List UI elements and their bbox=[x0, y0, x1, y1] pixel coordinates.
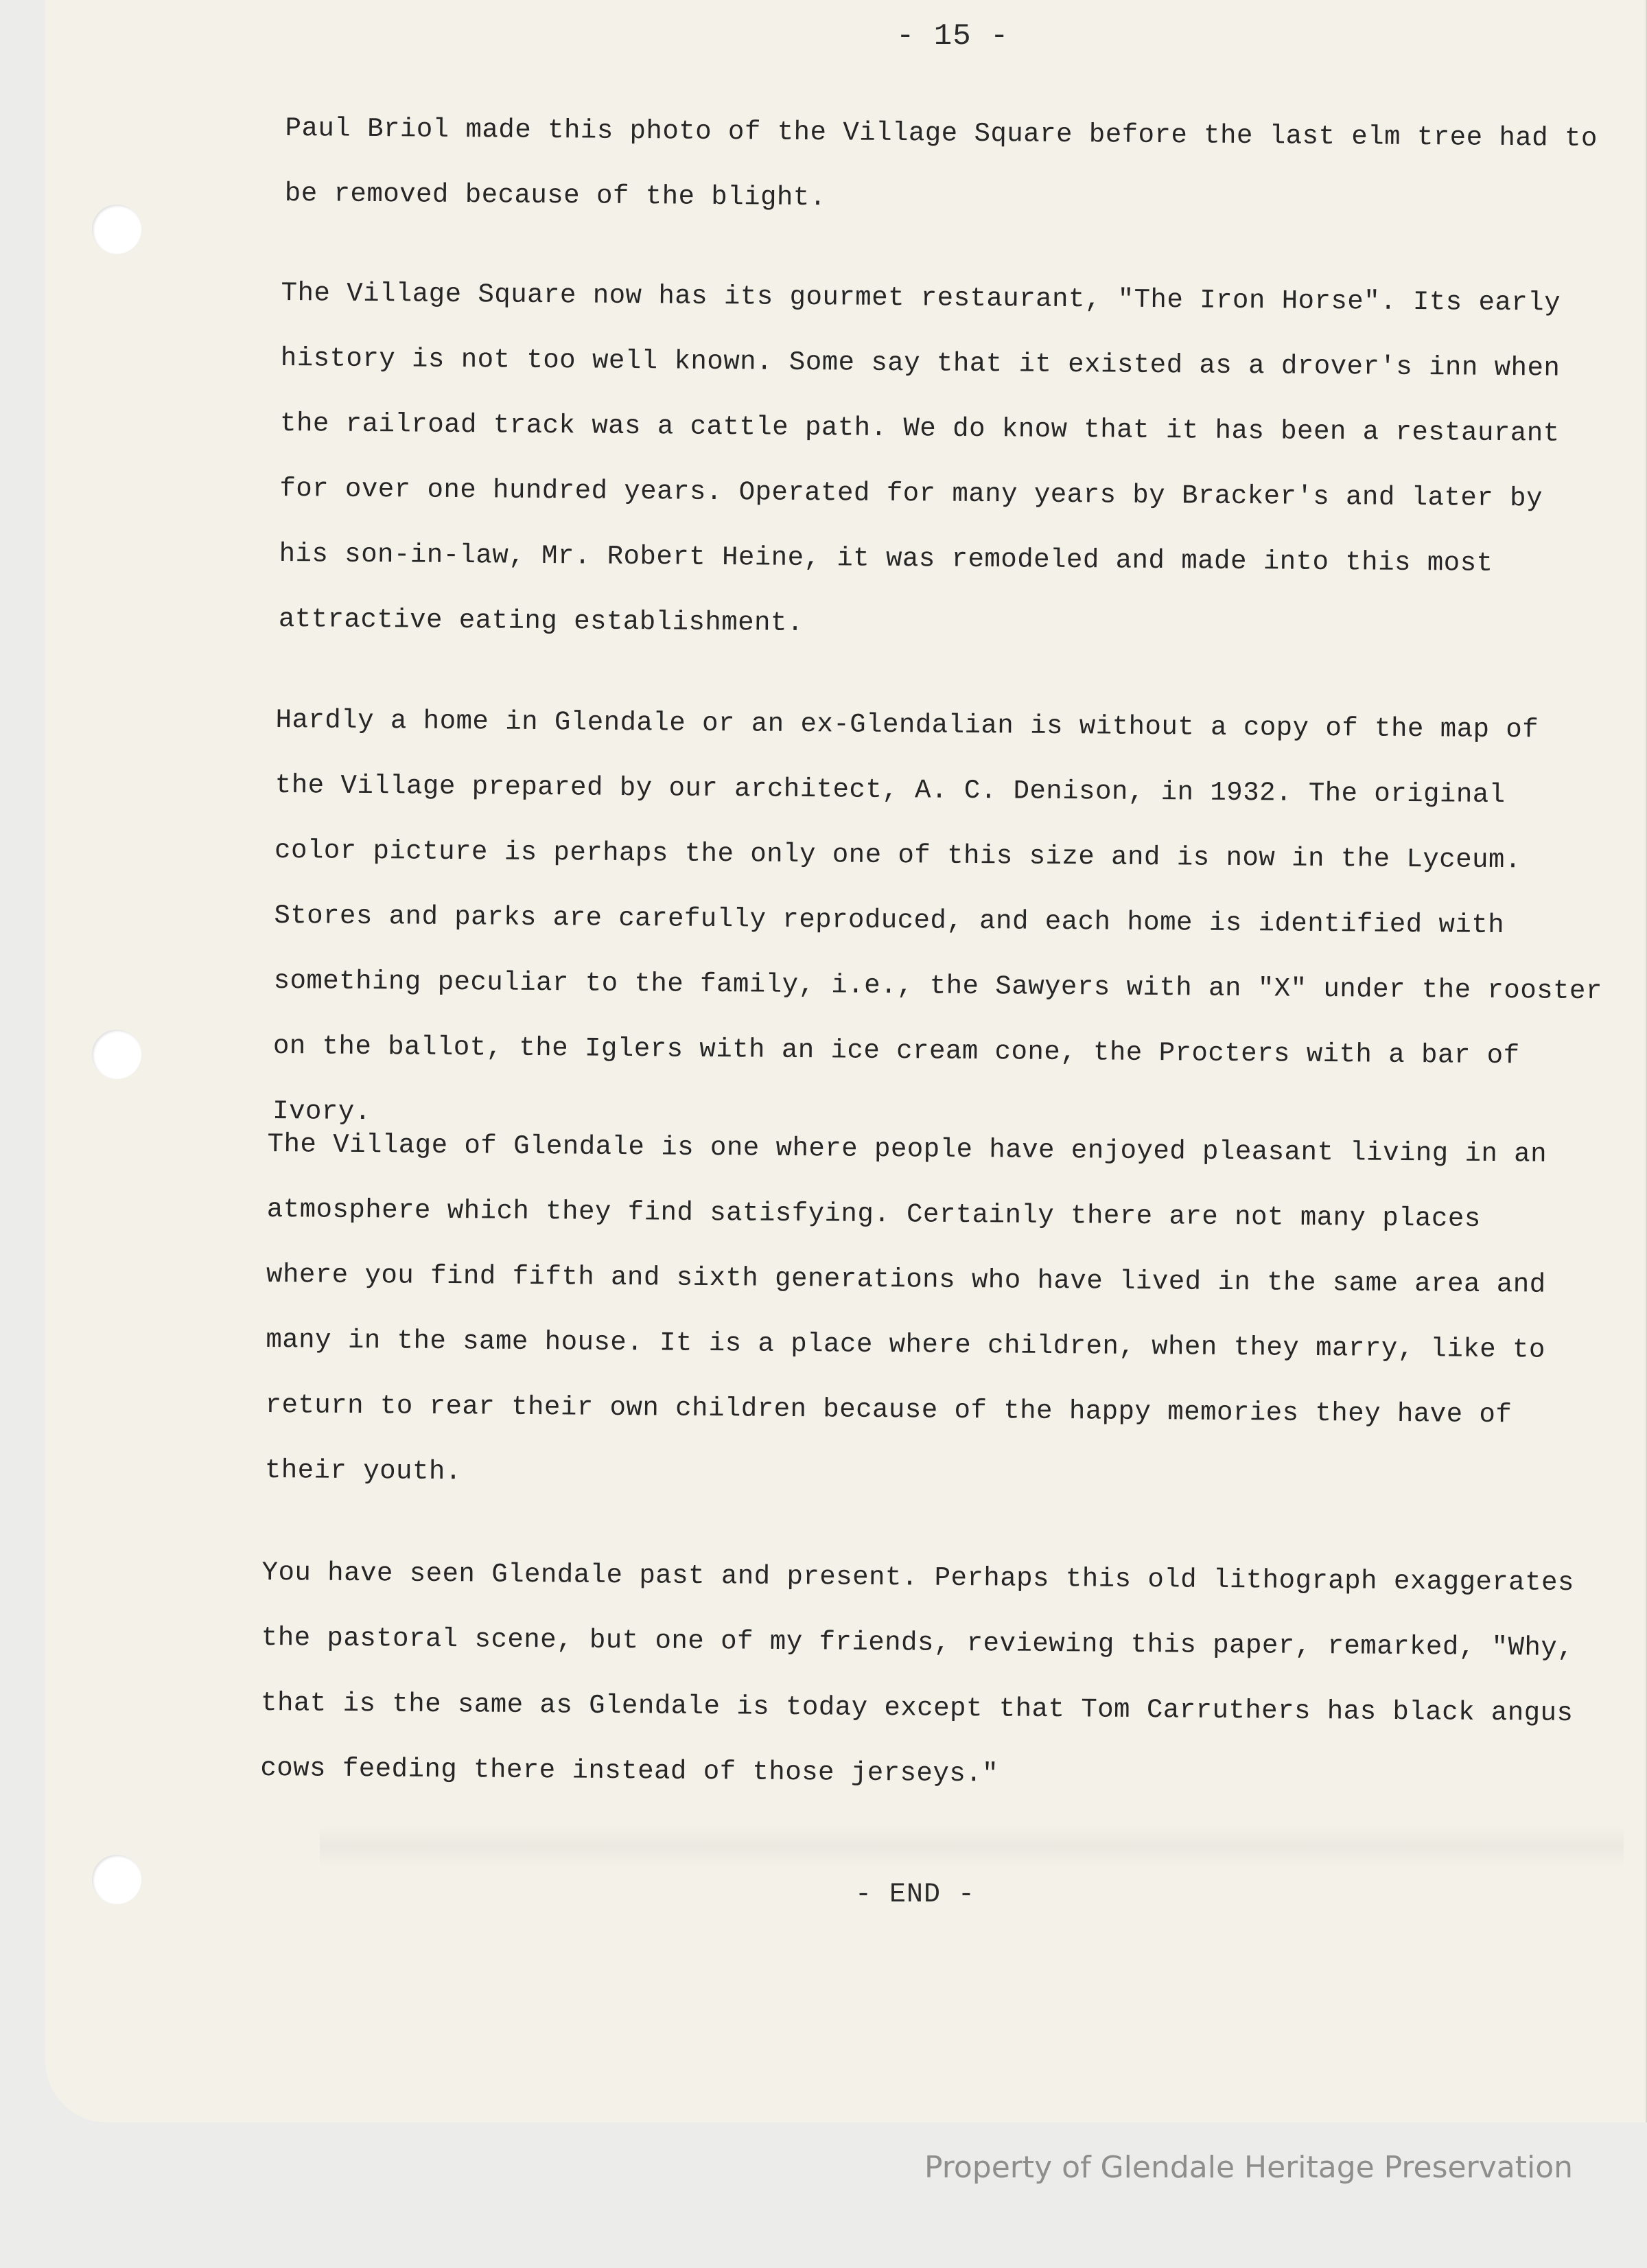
paper-smudge bbox=[320, 1826, 1624, 1867]
paragraph-iron-horse-restaurant: The Village Square now has its gourmet restaurant, "The Iron Horse". Its early history is not too well known. Some say that it existed as a drover's inn when the railroad track was a cattle path. We do know that it has been a restaurant for over one hundred years. Operated for many years by Bracker's and later by his son-in-law, Mr. Robert Heine, it was remodeled and made into this most attractive eating establishment. bbox=[278, 277, 1561, 638]
punch-hole-middle bbox=[92, 1030, 141, 1079]
page-number: - 15 - bbox=[896, 19, 1009, 54]
punch-hole-bottom bbox=[92, 1855, 141, 1904]
paragraph-village-map: Hardly a home in Glendale or an ex-Glendalian is without a copy of the map of the Village prepared by our architect, A. C. Denison, in 1932. The original color picture is perhaps the only one of this size and is now in the Lyceum. Stores and parks are carefully reproduced, and each home is identified with something peculiar to the family, i.e., the Sawyers with an "X" under the rooster on the ballot, the Iglers with an ice cream cone, the Procters with a bar of Ivory. bbox=[272, 704, 1602, 1128]
paragraph-village-square-photo: Paul Briol made this photo of the Village Square before the last elm tree had to be removed because of the blight. bbox=[284, 113, 1598, 213]
watermark-text: Property of Glendale Heritage Preservation bbox=[924, 2150, 1573, 2185]
end-mark: - END - bbox=[855, 1879, 976, 1910]
punch-hole-top bbox=[92, 205, 141, 254]
paragraph-lithograph: You have seen Glendale past and present. Perhaps this old lithograph exaggerates the pastoral scene, but one of my friends, reviewing this paper, remarked, "Why, that is the same as Glendale is today except that Tom Carruthers has black angus cows feeding there instead of those jerseys." bbox=[260, 1557, 1575, 1790]
paragraph-pleasant-living: The Village of Glendale is one where people have enjoyed pleasant living in an atmosphere which they find satisfying. Certainly there are not many places where you find fifth and sixth generations who have lived in the same area and many in the same house. It is a place where children, when they marry, like to return to rear their own children because of the happy memories they have of their youth. bbox=[264, 1129, 1547, 1488]
document-page bbox=[45, 0, 1647, 2122]
